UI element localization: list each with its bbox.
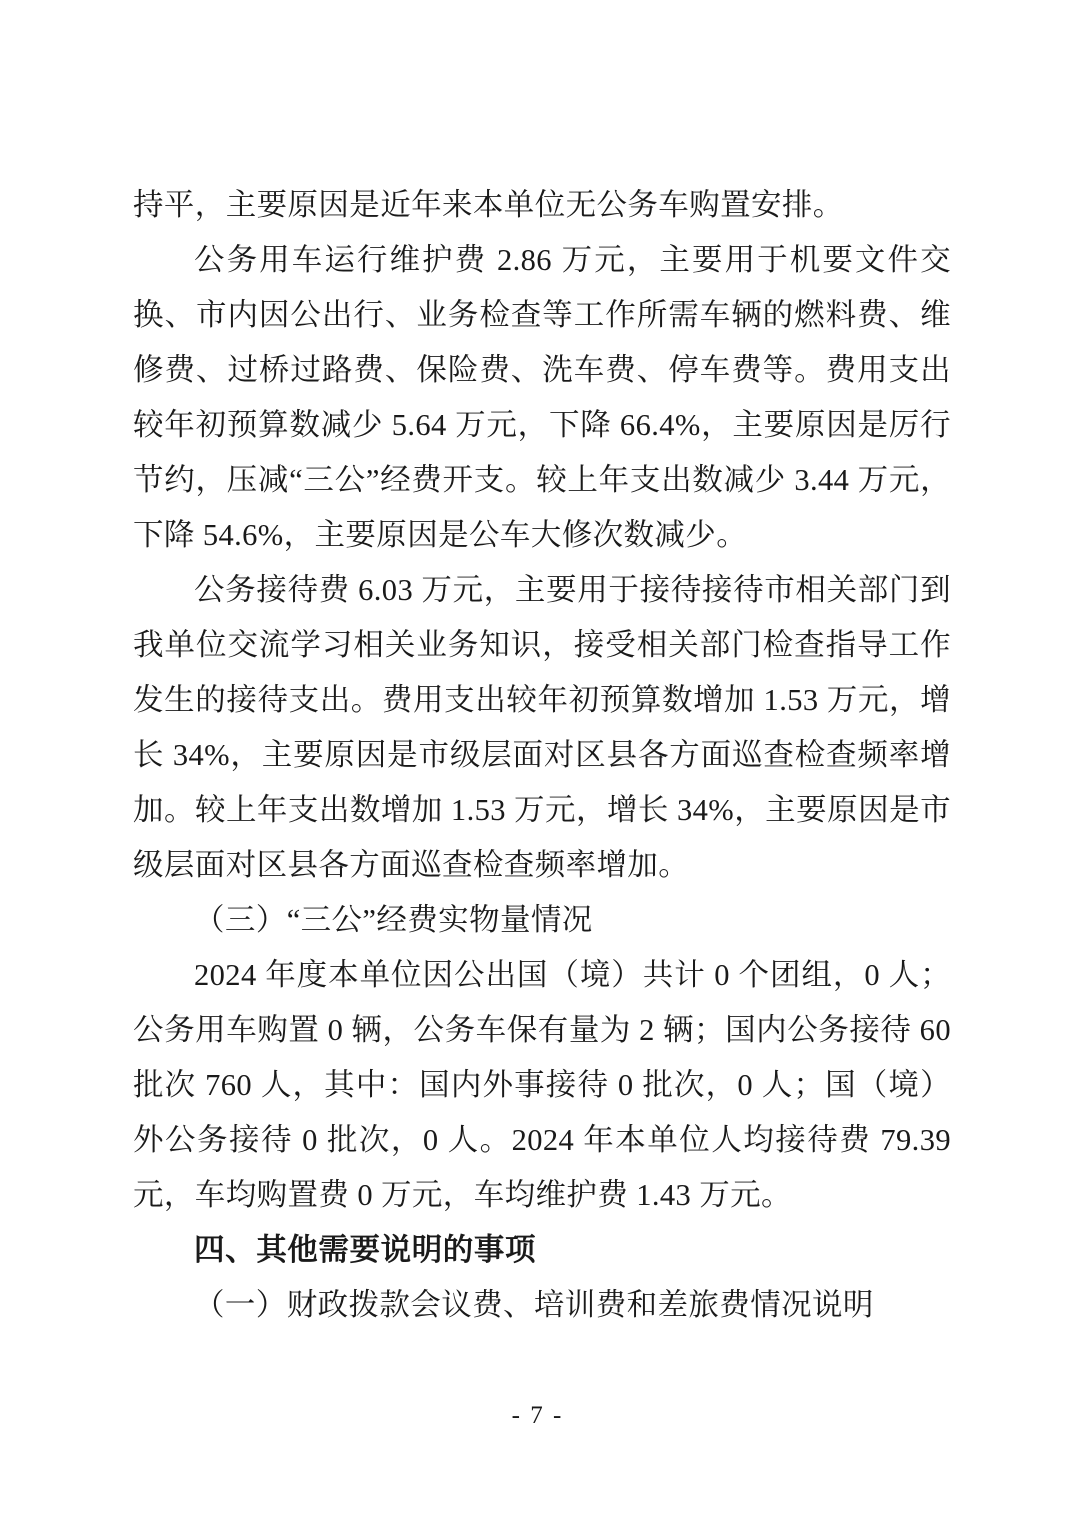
paragraph-quantity-details: 2024 年度本单位因公出国（境）共计 0 个团组，0 人；公务用车购置 0 辆，公务车保有量为 2 辆；国内公务接待 60 批次 760 人，其中：国内外事接待 0 批次，0 人；国（境）外公务接待 0 批次，0 人。2024 年本单位人均接待费 79.39 元，车均购置费 0 万元，车均维护费 1.43 万元。 <box>133 958 951 1212</box>
page-content <box>133 178 951 1333</box>
heading-other-matters: 四、其他需要说明的事项 <box>194 1233 537 1267</box>
subheading-three-public-quantities: （三）“三公”经费实物量情况 <box>194 903 593 937</box>
paragraph-official-reception: 公务接待费 6.03 万元，主要用于接待接待市相关部门到我单位交流学习相关业务知识，接受相关部门检查指导工作发生的接待支出。费用支出较年初预算数增加 1.53 万元，增长 34%，主要原因是市级层面对区县各方面巡查检查频率增加。较上年支出数增加 1.53 万元，增长 34%，主要原因是市级层面对区县各方面巡查检查频率增加。 <box>133 573 951 882</box>
page-number: - 7 - <box>511 1402 564 1429</box>
subheading-meeting-training-travel: （一）财政拨款会议费、培训费和差旅费情况说明 <box>194 1288 874 1322</box>
paragraph-continuation: 持平，主要原因是近年来本单位无公务车购置安排。 <box>133 188 844 222</box>
paragraph-vehicle-maintenance: 公务用车运行维护费 2.86 万元，主要用于机要文件交换、市内因公出行、业务检查等工作所需车辆的燃料费、维修费、过桥过路费、保险费、洗车费、停车费等。费用支出较年初预算数减少 5.64 万元，下降 66.4%，主要原因是厉行节约，压减“三公”经费开支。较上年支出数减少 3.44 万元，下降 54.6%，主要原因是公车大修次数减少。 <box>133 243 951 552</box>
